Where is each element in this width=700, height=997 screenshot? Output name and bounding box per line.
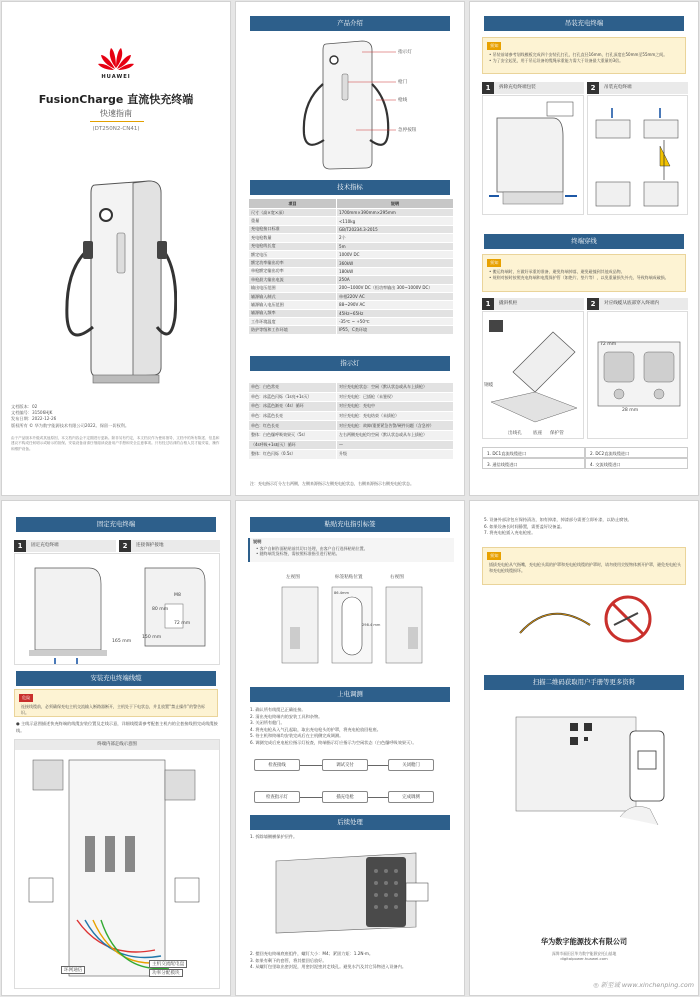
wiring-diagram-title: 终端内部走线示意图 bbox=[15, 740, 219, 750]
spec-item: 额定功率输出功率 bbox=[249, 259, 337, 267]
indicator-meaning: 对应充电枪：故障/重要紧急告警/硬件问题（含急停） bbox=[337, 421, 454, 431]
spec-value: 45Hz~65Hz bbox=[337, 309, 454, 317]
indicator-row bbox=[249, 402, 454, 412]
spec-item: 额定电压 bbox=[249, 250, 337, 258]
dim-150: 150 mm bbox=[142, 635, 162, 640]
dim-165: 165 mm bbox=[112, 639, 132, 644]
indicator-row bbox=[249, 440, 454, 450]
indicator-state: 整体：白色爆呼吸效果灭（5s） bbox=[249, 430, 337, 440]
meta-copyright: 版权所有 © 华为数字能源技术有限公司2022。保留一切权利。 bbox=[11, 422, 130, 428]
meta-date: 发布日期：2022-12-26 bbox=[11, 416, 57, 422]
final-notes bbox=[484, 517, 688, 537]
section-header-tech: 技术指标 bbox=[250, 180, 450, 195]
spec-item: 工作环境温度 bbox=[249, 318, 337, 326]
indicator-meaning: 对应充电枪：已插枪（未鉴权） bbox=[337, 392, 454, 402]
spec-item: 重量 bbox=[249, 217, 337, 225]
section-header-wiring: 安装充电终端线缆 bbox=[16, 671, 216, 686]
lift-page bbox=[469, 1, 699, 496]
indicator-table bbox=[248, 382, 454, 460]
flow-debug-delivery: 调试交付 bbox=[322, 759, 368, 771]
section-header-fix: 固定充电终端 bbox=[16, 517, 216, 532]
sticker-notes bbox=[256, 546, 450, 557]
notice-tag: 须知 bbox=[487, 259, 501, 267]
sticker-note-2: • 随终端发货标签，需按照标准指引进行粘贴。 bbox=[256, 551, 340, 557]
spec-item: 防护等级和工作环境 bbox=[249, 326, 337, 334]
fix-illustration bbox=[14, 553, 220, 665]
indicator-meaning: 左右两侧充电枪均空闲（默认状态或从车上拔枪） bbox=[337, 430, 454, 440]
warning-text: 插拔充电枪从气指嘴，充电枪头需的护罩和充电枪线缆的护罩时，请勿使用尖锐物体割开护罩，避免充电枪头和充电枪线缆损坏。 bbox=[489, 562, 681, 573]
flow-insert-gun: 插充电枪 bbox=[322, 791, 368, 803]
bolt-size: M8 bbox=[174, 593, 181, 598]
dim-hole-gap: 28 mm bbox=[622, 408, 639, 413]
spec-row bbox=[249, 267, 454, 275]
spec-value: 200~1000V DC（恒功率输出 300~1000V DC） bbox=[337, 284, 454, 292]
cable-caption-4: 4. 交流线缆进口 bbox=[585, 458, 688, 469]
spec-value: 1000V DC bbox=[337, 250, 454, 258]
spec-value: 5m bbox=[337, 242, 454, 250]
wiring-note: ● 主线示意图描述快充终端的线缆安装位置及走线示意，详细线缆需参考配套主机内的全套接线图完成线缆接线。 bbox=[16, 721, 218, 733]
base-cover-illustration bbox=[266, 847, 436, 939]
spec-row bbox=[249, 225, 454, 233]
hoist-illustration bbox=[587, 95, 688, 215]
spec-row bbox=[249, 326, 454, 334]
cable-step-1-label: 撬斜机柜 bbox=[499, 301, 518, 306]
huawei-logo-icon bbox=[94, 42, 138, 78]
danger-tag: 危险 bbox=[19, 694, 33, 702]
spec-value: 2个 bbox=[337, 234, 454, 242]
source-watermark: ◎ 新至诚 www.xinchenping.com bbox=[593, 981, 694, 989]
indicator-row bbox=[249, 383, 454, 393]
dim-hole-width: 72 mm bbox=[600, 342, 617, 347]
fix-step-1-label: 固定充电终端 bbox=[31, 543, 59, 548]
spec-page bbox=[235, 1, 465, 496]
meta-number: 文档编号：31506HJK bbox=[11, 410, 53, 416]
spec-item: 输出电压范围 bbox=[249, 284, 337, 292]
final-note-6: 6. 如果设备长时间静置，需要盖好设备盖。 bbox=[484, 523, 565, 529]
fix-page bbox=[1, 500, 231, 996]
indicator-meaning: 对应充电枪：充电中 bbox=[337, 402, 454, 412]
indicator-meaning: — bbox=[337, 440, 454, 450]
spec-value: 250A bbox=[337, 276, 454, 284]
label-protective-pipe: 保护管 bbox=[550, 431, 564, 436]
flow-done: 完成调测 bbox=[388, 791, 434, 803]
final-note-5: 5. 设备外部涂包应保持清洁，如有掉漆，掉漆部分需要立即补漆，以防止腐蚀。 bbox=[484, 517, 632, 522]
spec-item: 辅源输入频率 bbox=[249, 309, 337, 317]
label-sticker-position: 标签粘贴位置 bbox=[335, 575, 363, 580]
label-base: 底座 bbox=[533, 431, 543, 436]
spec-row bbox=[249, 250, 454, 258]
flow-arrow bbox=[300, 765, 322, 766]
company-address bbox=[470, 951, 698, 961]
spec-row bbox=[249, 309, 454, 317]
unpack-illustration bbox=[482, 95, 584, 215]
flow-check-wiring: 检查接线 bbox=[254, 759, 300, 771]
indicator-row bbox=[249, 421, 454, 431]
no-sharp-tool-icon bbox=[510, 589, 670, 649]
label-gun-door: 枪门 bbox=[398, 80, 408, 85]
sticker-page bbox=[235, 500, 465, 996]
indicator-state: 整体：红色闪烁（0.5s） bbox=[249, 450, 337, 460]
section-header-lights: 指示灯 bbox=[250, 356, 450, 371]
spec-item: 尺寸（高×宽×深） bbox=[249, 209, 337, 217]
powerup-step-3: 3. 关闭所有舱门。 bbox=[250, 720, 285, 726]
address-line: 深圳市福田区华为数字能源安托山基地 bbox=[551, 951, 617, 956]
label-right-view: 右视图 bbox=[390, 575, 404, 580]
powerup-step-5: 5. 待主机和终端均安装完成后在主机侧完成调测。 bbox=[250, 733, 344, 739]
spec-row bbox=[249, 242, 454, 250]
spec-item: 单枪额定输出功率 bbox=[249, 267, 337, 275]
after-step-1: 1. 拆除墙侧横保护层件。 bbox=[250, 834, 298, 839]
spec-value: 360kW bbox=[337, 259, 454, 267]
indicator-meaning: 升级 bbox=[337, 450, 454, 460]
sticker-note-1: • 客户自制作面粘贴前其切口处理，由客户自行选择粘贴位置。 bbox=[256, 546, 368, 551]
section-header-intro: 产品介绍 bbox=[250, 16, 450, 31]
spec-row bbox=[249, 259, 454, 267]
cable-caption-1: 1. DC1直流线缆进口 bbox=[482, 447, 585, 458]
indicator-state: 单色：冰蓝色闪烁（1s亮+1s灭） bbox=[249, 392, 337, 402]
dim-80: 80 mm bbox=[152, 607, 169, 612]
spec-row bbox=[249, 217, 454, 225]
lift-step-1: 1 拆除充电终端包装 bbox=[482, 82, 584, 94]
indicator-row bbox=[249, 411, 454, 421]
section-header-cable: 终端穿线 bbox=[484, 234, 684, 249]
spec-row bbox=[249, 276, 454, 284]
spec-row bbox=[249, 234, 454, 242]
spec-col-desc: 说明 bbox=[337, 199, 454, 209]
sticker-tag: 说明 bbox=[253, 539, 262, 544]
after-note-4: 4. 从螺钉包里取出密封泥，用密封泥密封走线孔。避免水汽及其它异物进入设备内。 bbox=[250, 964, 407, 970]
company-name: 华为数字能源技术有限公司 bbox=[540, 937, 628, 946]
label-left-view: 左视图 bbox=[286, 575, 300, 580]
flow-arrow bbox=[300, 797, 322, 798]
cable-step-2: 2 对应线缆从底部穿入终端内 bbox=[587, 298, 688, 310]
powerup-step-1: 1. 确认所有线缆已正确连接。 bbox=[250, 707, 306, 712]
sticker-placement-diagram bbox=[276, 583, 426, 667]
indicator-row bbox=[249, 392, 454, 402]
lift-notice-text bbox=[489, 52, 681, 64]
title-divider bbox=[90, 121, 144, 122]
after-note-2: 2. 摆回充电终端底座组件，螺钉大小：M4；紧固力矩：1.2N·m。 bbox=[250, 951, 374, 956]
spec-row bbox=[249, 209, 454, 217]
label-indicator: 指示灯 bbox=[398, 50, 412, 55]
sticker-note-box bbox=[248, 538, 454, 562]
spec-value: 180kW bbox=[337, 267, 454, 275]
warning-box bbox=[482, 547, 686, 585]
cable-step-2-label: 对应线缆从底部穿入终端内 bbox=[604, 301, 660, 306]
guide-title: FusionCharge 直流快充终端 bbox=[38, 93, 194, 106]
spec-value: GB/T20234.3-2015 bbox=[337, 225, 454, 233]
flow-close-door: 关闭舱门 bbox=[388, 759, 434, 771]
spec-item: 辅源输入电压范围 bbox=[249, 301, 337, 309]
flow-arrow bbox=[368, 797, 388, 798]
flow-arrow bbox=[368, 765, 388, 766]
cover-page bbox=[1, 1, 231, 496]
indicator-state: 单色：红色长亮 bbox=[249, 421, 337, 431]
label-outlet: 出线孔 bbox=[508, 431, 522, 436]
label-steel-cable: 钢缆 bbox=[484, 383, 494, 388]
cable-step-1: 1 撬斜机柜 bbox=[482, 298, 584, 310]
guide-subtitle: 快速指南 bbox=[100, 109, 132, 118]
powerup-step-2: 2. 清出充电终端内的安装工具和杂物。 bbox=[250, 713, 323, 719]
powerup-step-4: 4. 将充电枪从入气孔起取，取出充电枪头的护罩，将充电枪放回枪座。 bbox=[250, 726, 381, 732]
final-note-7: 7. 将充电枪插入充电枪座。 bbox=[484, 530, 536, 536]
spec-col-item: 项目 bbox=[249, 199, 337, 209]
meta-version: 文档版本：02 bbox=[11, 404, 38, 409]
dim-sticker-width: 86.4mm bbox=[334, 591, 350, 595]
fix-step-2-label: 连接保护接地 bbox=[136, 543, 164, 548]
lift-notice bbox=[482, 37, 686, 74]
after-notes bbox=[250, 951, 454, 971]
indicator-meaning: 对应充电枪：充电结束（未拔枪） bbox=[337, 411, 454, 421]
fix-step-1: 1 固定充电终端 bbox=[14, 540, 116, 552]
section-header-after: 后续处理 bbox=[250, 815, 450, 830]
indicator-state: 单色：白色常亮 bbox=[249, 383, 337, 393]
powerup-steps bbox=[250, 707, 454, 747]
section-header-lift: 吊装充电终端 bbox=[484, 16, 684, 31]
indicator-footnote: 注：充电指示灯分左右两侧，左侧来源指示左侧充电枪状态，右侧来源指示右侧充电枪状态。 bbox=[250, 481, 414, 486]
spec-value: 单相220V AC bbox=[337, 292, 454, 300]
label-emergency-stop: 急停按钮 bbox=[398, 128, 417, 133]
spec-item: 辅源输入制式 bbox=[249, 292, 337, 300]
spec-item: 充电枪数量 bbox=[249, 234, 337, 242]
spec-row bbox=[249, 318, 454, 326]
section-header-sticker: 粘贴充电指引标签 bbox=[250, 517, 450, 532]
spec-row bbox=[249, 284, 454, 292]
flow-check-light: 检查指示灯 bbox=[254, 791, 300, 803]
spec-value: IP55，C类环境 bbox=[337, 326, 454, 334]
product-diagram bbox=[296, 38, 396, 176]
indicator-row bbox=[249, 450, 454, 460]
indicator-state: 单色：冰蓝色长亮 bbox=[249, 411, 337, 421]
dim-72: 72 mm bbox=[174, 621, 191, 626]
spec-value: 1700mm×390mm×295mm bbox=[337, 209, 454, 217]
section-header-qr: 扫描二维码获取用户手册等更多资料 bbox=[484, 675, 684, 690]
section-header-powerup: 上电调测 bbox=[250, 687, 450, 702]
danger-text: 连接线缆前，必须确保充电主机交流输入断路器断开，主机处于下电状态，并且放置“禁止操作”的警告标识。 bbox=[21, 704, 206, 715]
powerup-step-6: 6. 调测完成后充电枪位指示灯检查，终端指示灯应指示为空闲状态（白色爆呼吸效果灭）。 bbox=[250, 739, 417, 745]
notice-tag: 须知 bbox=[487, 42, 501, 50]
label-power-module: 功率分配模块 bbox=[149, 969, 183, 977]
lift-note-1: • 吊装前请参考划线模板完成四个安装孔打孔，打孔直径16mm，打孔深度在50mm至55mm之间。 bbox=[489, 52, 668, 57]
brand-name: HUAWEI bbox=[101, 74, 131, 80]
indicator-state: （4s呼吸+1s暗灭）循环 bbox=[249, 440, 337, 450]
spec-row bbox=[249, 292, 454, 300]
after-note-3: 3. 如果有剩下的套管，将其摆回后放好。 bbox=[250, 957, 327, 963]
wiring-diagram bbox=[14, 739, 220, 989]
tilt-illustration bbox=[482, 311, 584, 439]
cable-caption-3: 3. 通信线缆进口 bbox=[482, 458, 585, 469]
fix-step-2: 2 连接保护接地 bbox=[119, 540, 220, 552]
indicator-row bbox=[249, 430, 454, 440]
cable-notice-text bbox=[489, 269, 681, 281]
label-ring-network: 环网通信 bbox=[61, 966, 85, 974]
final-page bbox=[469, 500, 699, 996]
cable-caption-2: 2. DC2直流线缆进口 bbox=[585, 447, 688, 458]
spec-item: 充电枪线长度 bbox=[249, 242, 337, 250]
indicator-meaning: 对应充电枪状态：空闲（默认状态或从车上拔枪） bbox=[337, 383, 454, 393]
spec-value: <110kg bbox=[337, 217, 454, 225]
document-meta bbox=[11, 404, 129, 429]
spec-row bbox=[249, 301, 454, 309]
lift-note-2: • 为了安全起见，用于吊运设备的缆绳承重能力需大于设备最大重量的3倍。 bbox=[489, 57, 624, 63]
indicator-state: 单色：冰蓝色渐亮（4s）循环 bbox=[249, 402, 337, 412]
spec-table bbox=[248, 198, 454, 335]
lift-step-1-label: 拆除充电终端包装 bbox=[499, 85, 536, 90]
cable-note-2: • 规则对接时按照充电终端和电缆保护管（如绝片、垫片等），以免重量损失外壳、导致终端成破损。 bbox=[489, 274, 669, 280]
label-gun-cable: 枪线 bbox=[398, 98, 408, 103]
danger-box bbox=[14, 689, 218, 717]
website-line: digitalpower.huawei.com bbox=[560, 956, 608, 961]
lift-step-2: 2 吊装充电终端 bbox=[587, 82, 688, 94]
spec-value: -35℃ ~ +50℃ bbox=[337, 318, 454, 326]
qr-scan-illustration bbox=[510, 701, 670, 825]
disclaimer-text: 由于产品版本升级或其他原因，本文档内容会不定期进行更新。除非另有约定，本文档仅作为使用指导，文档中的所有陈述、信息和建议不构成任何明示或暗示的担保。安装设备前请仔细阅读设备用户手册和安全注意事项。只有经过培训的合格人员才能安装、操作和维护设备。 bbox=[11, 436, 220, 451]
model-number: (DT250N2-CN41) bbox=[92, 126, 140, 132]
cable-notice bbox=[482, 254, 686, 292]
dim-sticker-height: 298.4 mm bbox=[362, 623, 381, 627]
cable-note-1: • 搬运终端时，应做好承重的准备，避免终端掉落，避免碰撞到其他成品物。 bbox=[489, 269, 625, 274]
lift-step-2-label: 吊装充电终端 bbox=[604, 85, 632, 90]
charger-illustration bbox=[57, 177, 177, 392]
spec-value: 88~290V AC bbox=[337, 301, 454, 309]
spec-item: 单枪最大输出电流 bbox=[249, 276, 337, 284]
cable-entry-diagram bbox=[587, 311, 688, 439]
spec-item: 充电枪接口标准 bbox=[249, 225, 337, 233]
notice-tag: 须知 bbox=[487, 552, 501, 560]
label-ac-panel: 主机交流配电盘 bbox=[149, 960, 187, 968]
